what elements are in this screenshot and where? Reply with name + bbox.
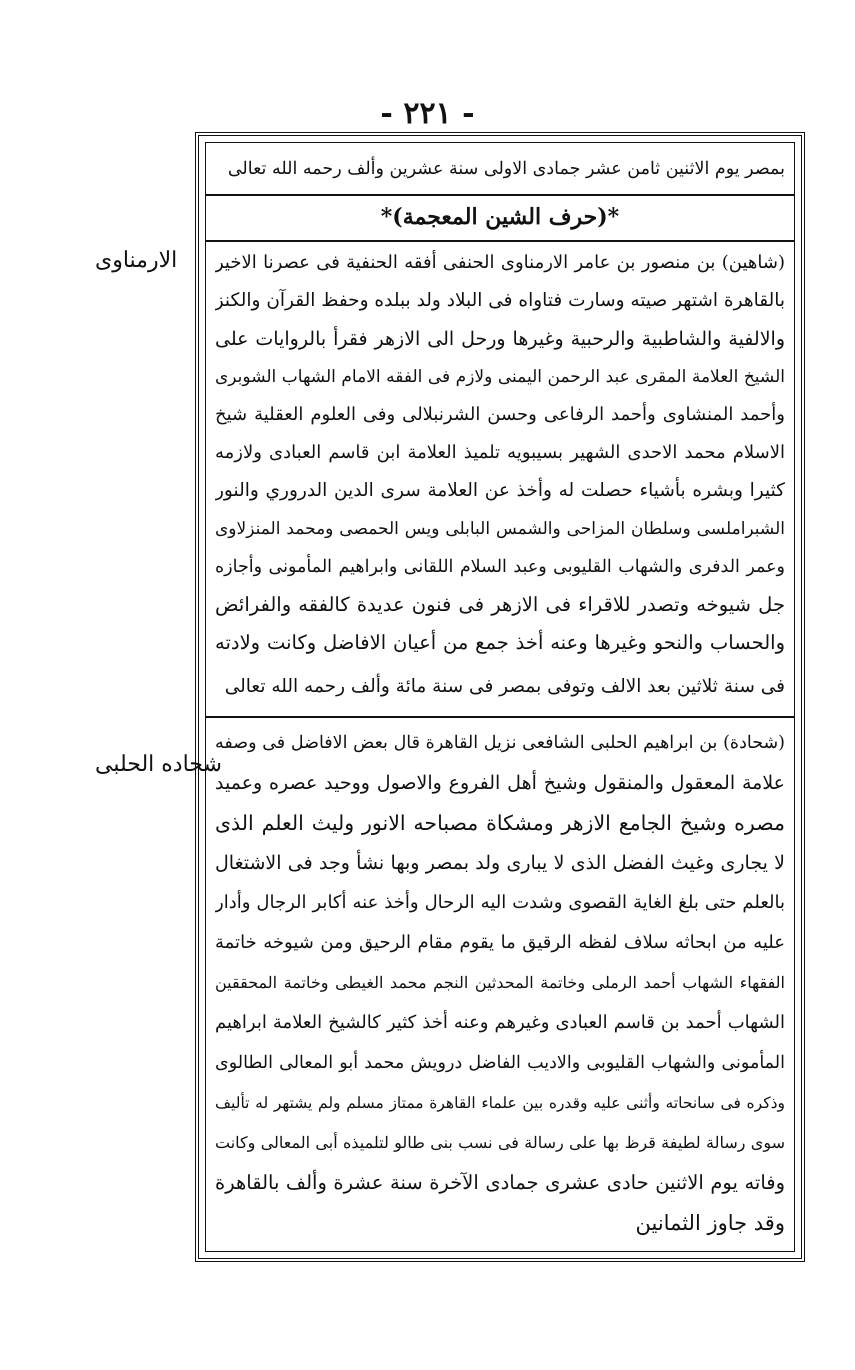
rule-middle bbox=[205, 716, 795, 718]
entry2-line: وقد جاوز الثمانين bbox=[635, 1211, 785, 1235]
page-frame bbox=[195, 132, 805, 1262]
entry2-line: لا يجارى وغيث الفضل الذى لا يبارى ولد بمصر وبها نشأ وجد فى الاشتغال bbox=[215, 852, 785, 874]
entry2-line: عليه من ابحاثه سلاف لفظه الرقيق ما يقوم مقام الرحيق ومن شيوخه خاتمة bbox=[215, 932, 785, 953]
entry1-line: فى سنة ثلاثين بعد الالف وتوفى بمصر فى سنة مائة وألف رحمه الله تعالى bbox=[224, 676, 785, 697]
rule-top bbox=[205, 194, 795, 196]
entry1-line: الشيخ العلامة المقرى عبد الرحمن اليمنى ولازم فى الفقه الامام الشهاب الشوبرى bbox=[215, 367, 785, 387]
entry1-line: وعمر الدفرى والشهاب القليوبى وعبد السلام اللقانى وابراهيم المأمونى وأجازه bbox=[215, 557, 785, 577]
entry2-line: (شحادة) بن ابراهيم الحلبى الشافعى نزيل القاهرة قال بعض الافاضل فى وصفه bbox=[215, 733, 785, 753]
entry1-line: كثيرا وبشره بأشياء حصلت له وأخذ عن العلامة سرى الدين الدروري والنور bbox=[215, 480, 785, 501]
entry1-line: والحساب والنحو وغيرها وعنه أخذ جمع من أعيان الافاضل وكانت ولادته bbox=[215, 631, 785, 654]
page-number: - ٢٢١ - bbox=[380, 96, 475, 131]
entry1-line: الاسلام محمد الاحدى الشهير بسيبويه تلميذ العلامة ابن قاسم العبادى ولازمه bbox=[215, 442, 785, 463]
entry1-line: بالقاهرة اشتهر صيته وسارت فتاواه فى البلاد ولد ببلده وحفظ القرآن والكنز bbox=[215, 290, 785, 311]
entry1-line: وأحمد المنشاوى وأحمد الرفاعى وحسن الشرنبلالى وفى العلوم العقلية شيخ bbox=[215, 404, 785, 425]
entry2-line: بالعلم حتى بلغ الغاية القصوى وشدت اليه الرحال وأخذ عنه أكابر الرجال وأدار bbox=[215, 892, 785, 913]
entry2-line: الشهاب أحمد بن قاسم العبادى وغيرهم وعنه أخذ كثير كالشيخ العلامة ابراهيم bbox=[215, 1012, 785, 1033]
top-line: بمصر يوم الاثنين ثامن عشر جمادى الاولى سنة عشرين وألف رحمه الله تعالى bbox=[227, 159, 785, 179]
entry2-line: مصره وشيخ الجامع الازهر ومشكاة مصباحه الانور وليث العلم الذى bbox=[215, 811, 785, 835]
margin-note-armanawi: الارمناوى bbox=[95, 248, 178, 273]
entry2-line: وذكره فى سانحاته وأثنى عليه وقدره بين علماء القاهرة ممتاز مسلم ولم يشتهر له تأليف bbox=[215, 1094, 785, 1112]
entry1-line: والالفية والشاطبية والرحبية وغيرها ورحل الى الازهر فقرأ بالروايات على bbox=[215, 328, 785, 350]
entry1-line: الشبراملسى وسلطان المزاحى والشمس البابلى ويس الحمصى ومحمد المنزلاوى bbox=[215, 519, 785, 539]
entry2-line: علامة المعقول والمنقول وشيخ أهل الفروع والاصول ووحيد عصره وعميد bbox=[215, 772, 785, 794]
entry2-line: سوى رسالة لطيفة قرظ بها على رسالة فى نسب بنى طالو لتلميذه أبى المعالى وكانت bbox=[215, 1133, 785, 1152]
entry1-line: جل شيوخه وتصدر للاقراء فى الازهر فى فنون عديدة كالفقه والفرائض bbox=[215, 593, 785, 616]
entry2-line: الفقهاء الشهاب أحمد الرملى وخاتمة المحدثين النجم محمد الغيطى وخاتمة المحققين bbox=[215, 973, 785, 992]
margin-note-shahada: شحاده الحلبى bbox=[95, 752, 222, 777]
entry1-line: (شاهين) بن منصور بن عامر الارمناوى الحنفى أفقه الحنفية فى عصرنا الاخير bbox=[215, 252, 785, 273]
section-heading: *(حرف الشين المعجمة)* bbox=[380, 204, 620, 230]
entry2-line: المأمونى والشهاب القليوبى والاديب الفاضل درويش محمد أبو المعالى الطالوى bbox=[215, 1053, 785, 1073]
entry2-line: وفاته يوم الاثنين حادى عشرى جمادى الآخرة سنة عشرة وألف بالقاهرة bbox=[215, 1171, 785, 1194]
rule-heading bbox=[205, 240, 795, 242]
